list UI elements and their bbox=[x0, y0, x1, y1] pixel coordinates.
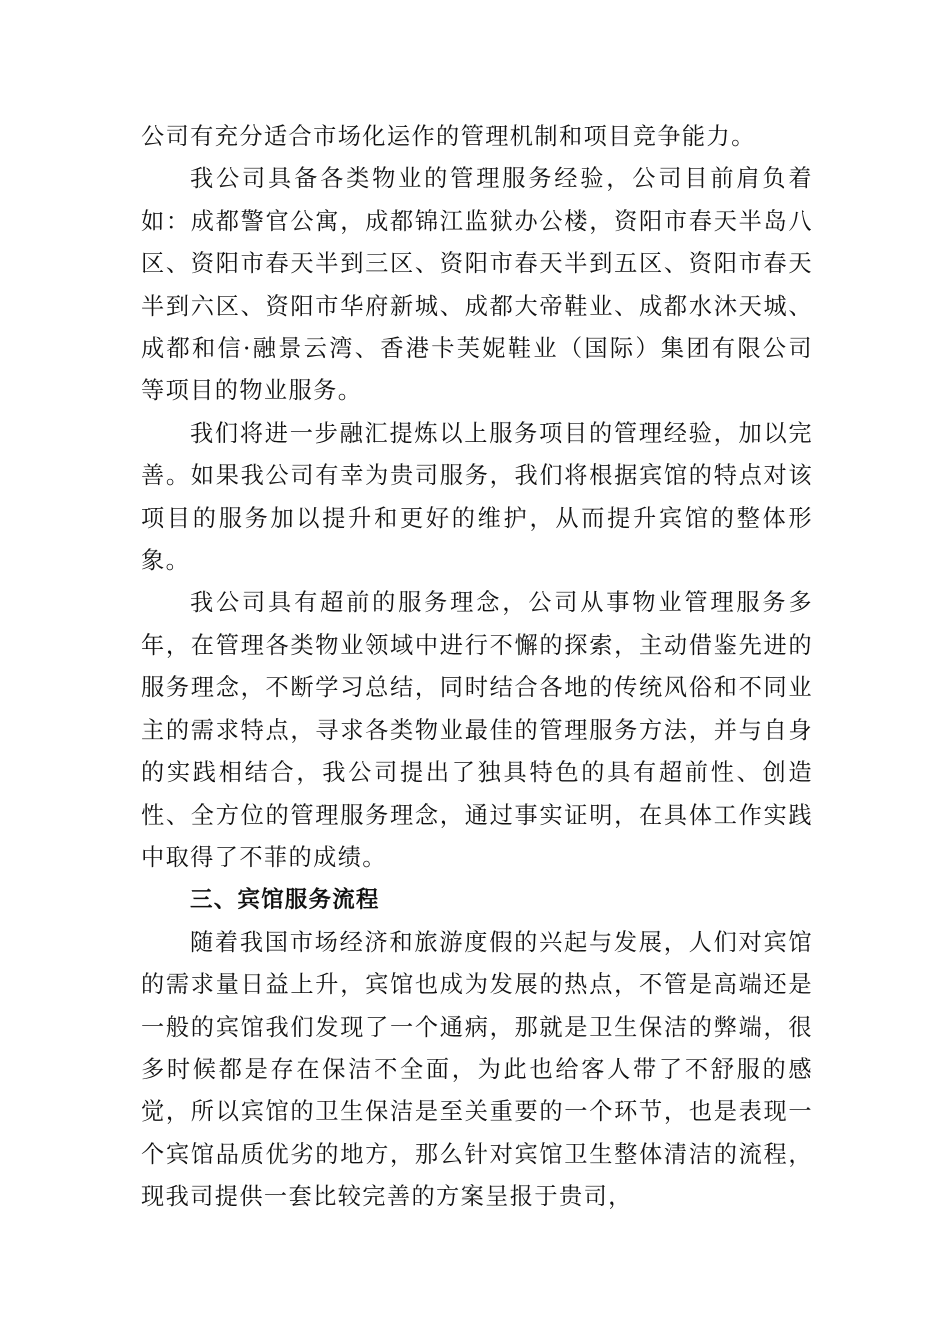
paragraph-continuation: 公司有充分适合市场化运作的管理机制和项目竞争能力。 bbox=[141, 123, 756, 150]
paragraph-service-philosophy: 我公司具有超前的服务理念，公司从事物业管理服务多年，在管理各类物业领域中进行不懈的探索，主动借鉴先进的服务理念，不断学习总结，同时结合各地的传统风俗和不同业主的需求特点，寻求各类物业最佳的管理服务方法，并与自身的实践相结合，我公司提出了独具特色的具有超前性、创造性、全方位的管理服务理念，通过事实证明，在具体工作实践中取得了不菲的成绩。 bbox=[141, 589, 813, 871]
section-heading: 三、宾馆服务流程 bbox=[190, 887, 380, 914]
document-body bbox=[141, 116, 813, 1219]
paragraph-improvement: 我们将进一步融汇提炼以上服务项目的管理经验，加以完善。如果我公司有幸为贵司服务，我们将根据宾馆的特点对该项目的服务加以提升和更好的维护，从而提升宾馆的整体形象。 bbox=[141, 419, 813, 575]
paragraph-hotel-service: 随着我国市场经济和旅游度假的兴起与发展，人们对宾馆的需求量日益上升，宾馆也成为发展的热点，不管是高端还是一般的宾馆我们发现了一个通病，那就是卫生保洁的弊端，很多时候都是存在保洁不全面，为此也给客人带了不舒服的感觉，所以宾馆的卫生保洁是至关重要的一个环节，也是表现一个宾馆品质优劣的地方，那么针对宾馆卫生整体清洁的流程，现我司提供一套比较完善的方案呈报于贵司， bbox=[141, 928, 813, 1211]
paragraph-experience: 我公司具备各类物业的管理服务经验，公司目前肩负着如：成都警官公寓，成都锦江监狱办公楼，资阳市春天半岛八区、资阳市春天半到三区、资阳市春天半到五区、资阳市春天半到六区、资阳市华府新城、成都大帝鞋业、成都水沐天城、成都和信·融景云湾、香港卡芙妮鞋业（国际）集团有限公司等项目的物业服务。 bbox=[141, 165, 813, 405]
